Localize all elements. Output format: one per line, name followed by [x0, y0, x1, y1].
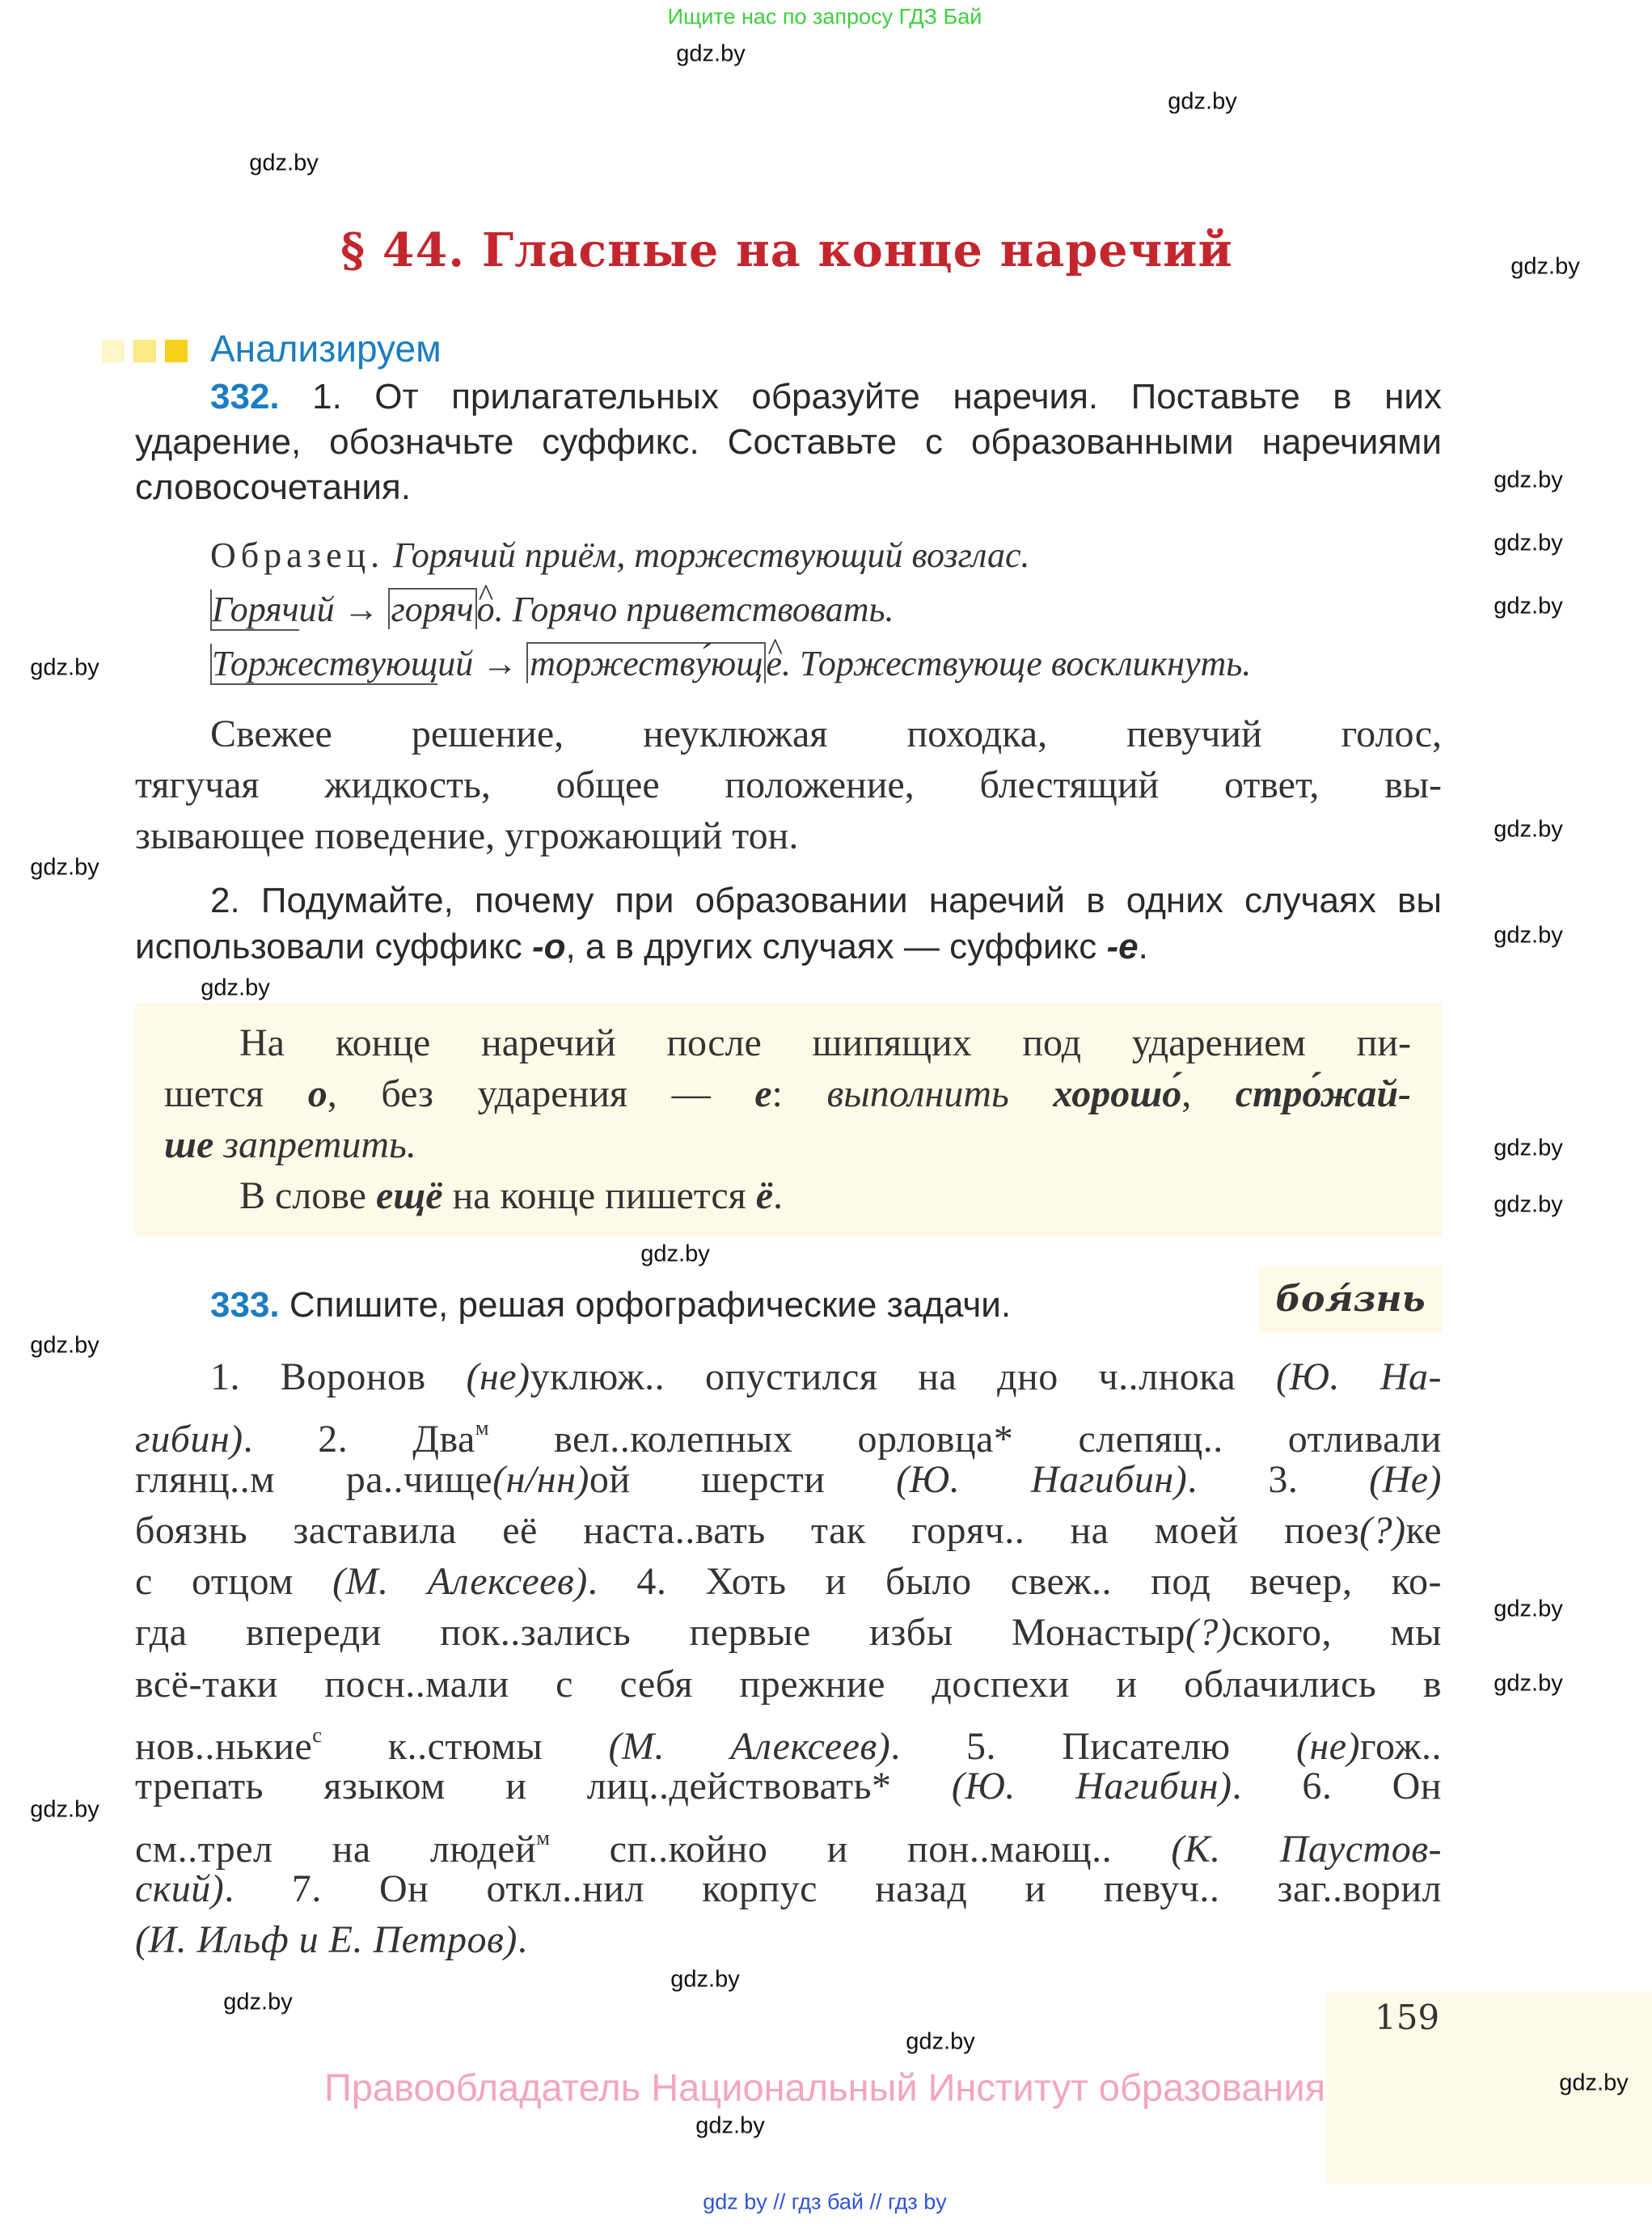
watermark: gdz.by	[30, 654, 99, 681]
watermark: gdz.by	[1494, 922, 1563, 949]
watermark: gdz.by	[1494, 1670, 1563, 1697]
text-segment: о	[307, 1072, 327, 1115]
text-line	[164, 1170, 1411, 1221]
text-segment: . 5. Писателю	[890, 1725, 1296, 1769]
watermark: gdz.by	[30, 1332, 99, 1359]
text-segment: ше	[164, 1123, 214, 1166]
text-segment: , без ударения —	[327, 1072, 755, 1115]
section-heading: Анализируем	[210, 328, 442, 370]
watermark: gdz.by	[1559, 2070, 1629, 2096]
text-segment: (М. Алексеев)	[608, 1725, 891, 1769]
text-segment: зывающее поведение, угрожающий тон.	[135, 814, 799, 857]
text-line	[135, 1659, 1442, 1710]
text-line	[164, 1119, 1411, 1170]
text-segment: (К. Паустов-	[1171, 1827, 1443, 1871]
text-line	[135, 810, 1442, 861]
text-segment: В слове	[239, 1174, 376, 1217]
text-segment: горяч	[388, 588, 477, 629]
text-segment: (Ю. На-	[1276, 1355, 1442, 1398]
text-segment: ударение, обозначьте суффикс. Составьте с образованными наречиями	[135, 422, 1442, 462]
text-segment: ^ е	[766, 644, 782, 683]
watermark: gdz.by	[223, 1989, 293, 2015]
text-segment: ского, мы	[1232, 1611, 1442, 1655]
decor-square	[133, 340, 156, 362]
text-line	[135, 1812, 1443, 1871]
watermark: gdz.by	[1494, 593, 1563, 619]
watermark: gdz.by	[695, 2112, 765, 2139]
text-segment: торжеству́ющ	[526, 642, 766, 683]
text-segment: ке	[1405, 1508, 1442, 1552]
text-segment: (Не)	[1369, 1457, 1443, 1501]
text-segment: хорошо́	[1053, 1072, 1182, 1115]
text-segment: стро́жай-	[1235, 1072, 1411, 1115]
watermark: gdz.by	[1494, 1596, 1563, 1622]
decor-square	[165, 340, 188, 362]
text-segment: Образец.	[210, 535, 385, 575]
watermark: gdz.by	[249, 150, 319, 176]
watermark: gdz.by	[676, 40, 746, 67]
exercise-number: 333.	[210, 1285, 280, 1325]
text-segment: Свежее решение, неуклюжая походка, певучий голос,	[210, 712, 1442, 755]
text-segment: -о	[531, 927, 566, 966]
decor-square	[102, 340, 125, 362]
watermark: gdz.by	[1510, 253, 1580, 280]
text-segment: . Горячо приветствовать.	[494, 590, 894, 629]
text-segment: (Ю. Нагибин)	[951, 1765, 1232, 1808]
text-segment: гда впереди пок..зались первые избы Монастыр	[135, 1611, 1185, 1655]
text-segment: . Торжествующе воскликнуть.	[781, 644, 1252, 683]
text-segment: . 3.	[1187, 1457, 1370, 1501]
exercise-332-task1	[135, 374, 1442, 510]
text-segment: на конце пишется	[442, 1174, 756, 1217]
text-segment: уклюж.. опустился на дно ч..лнока	[530, 1355, 1276, 1398]
text-line	[135, 1914, 1442, 1965]
text-segment: .	[1138, 927, 1148, 966]
text-line	[135, 1761, 1442, 1812]
text-segment: , а в других случаях — суффикс	[565, 927, 1107, 966]
watermark: gdz.by	[30, 854, 99, 881]
exercise-instruction: Спишите, решая орфографические задачи.	[279, 1285, 1012, 1325]
text-segment: (И. Ильф и Е. Петров)	[135, 1918, 518, 1962]
text-segment: (не)	[1295, 1725, 1361, 1769]
text-segment: (М. Алексеев)	[332, 1560, 588, 1604]
exercise-333-task	[210, 1285, 1221, 1326]
text-segment: ^ о	[477, 590, 495, 629]
page-number: 159	[1375, 1998, 1440, 2037]
text-segment: (не)	[466, 1355, 530, 1398]
text-line	[135, 759, 1442, 810]
watermark: gdz.by	[1494, 530, 1563, 556]
text-line	[135, 420, 1442, 465]
text-segment: 1. Воронов	[210, 1355, 467, 1398]
rights-holder: Правообладатель Национальный Институт образования	[323, 2065, 1326, 2109]
text-segment: Горячий приём, торжествующий возглас.	[384, 535, 1030, 575]
text-segment: . 4. Хоть и было свеж.. под вечер, ко-	[587, 1560, 1443, 1604]
text-segment: с	[312, 1723, 323, 1748]
watermark: gdz.by	[201, 975, 270, 1001]
exercise-332-task2	[135, 877, 1442, 970]
watermark: gdz.by	[1494, 467, 1563, 493]
text-line	[135, 1863, 1442, 1914]
text-segment: 2. Подумайте, почему при образовании наречий в одних случаях вы	[210, 881, 1442, 920]
search-hint: Ищите нас по запросу ГДЗ Бай	[667, 4, 982, 29]
text-segment: ий →	[437, 644, 527, 683]
bottom-links[interactable]: gdz by // гдз бай // гдз by	[703, 2189, 947, 2214]
text-segment: м	[536, 1824, 551, 1850]
text-line	[135, 1556, 1442, 1607]
watermark: gdz.by	[30, 1796, 99, 1823]
text-segment: словосочетания.	[135, 467, 411, 507]
text-segment: . 7. Он откл..нил корпус назад и певуч.. заг..ворил	[224, 1867, 1442, 1910]
text-segment: выполнить	[826, 1072, 1054, 1115]
text-segment: к..стюмы	[322, 1725, 609, 1769]
vocabulary-word: боя́знь	[1259, 1266, 1442, 1333]
text-segment: На конце наречий после шипящих под ударением пи-	[239, 1021, 1411, 1064]
text-line	[135, 465, 1442, 510]
text-line	[135, 1505, 1442, 1556]
exercise-332-sample	[210, 528, 1442, 691]
text-segment: ,	[1181, 1072, 1236, 1115]
text-line	[135, 1402, 1442, 1461]
text-segment: . 2. Два	[243, 1418, 475, 1461]
text-segment: боязнь заставила её наста..вать так горяч.. на моей поез	[135, 1508, 1360, 1552]
text-line	[135, 1454, 1442, 1505]
text-segment: с отцом	[135, 1560, 333, 1604]
text-line	[210, 636, 1442, 691]
text-segment: :	[771, 1072, 827, 1115]
text-segment: использовали суффикс	[135, 927, 532, 966]
text-segment: ский)	[135, 1867, 225, 1910]
text-segment: гибин)	[135, 1418, 243, 1461]
text-segment: шется	[164, 1072, 308, 1115]
text-line	[135, 1710, 1443, 1769]
text-segment: гож..	[1360, 1725, 1443, 1769]
watermark: gdz.by	[906, 2028, 975, 2055]
exercise-333-text	[135, 1351, 1442, 1966]
text-line	[210, 528, 1442, 582]
text-line	[135, 1607, 1442, 1658]
text-segment: всё-таки посн..мали с себя прежние доспехи и облачились в	[135, 1662, 1442, 1706]
text-segment: запретить.	[213, 1123, 416, 1166]
text-segment: вел..колепных орловца* слепящ.. отливали	[489, 1418, 1442, 1461]
exercise-number: 332.	[210, 377, 280, 416]
text-segment: е	[754, 1072, 772, 1115]
text-line	[164, 1017, 1411, 1068]
watermark: gdz.by	[1494, 816, 1563, 843]
text-segment: (н/нн)	[492, 1457, 589, 1501]
text-segment: глянц..м ра..чище	[135, 1457, 493, 1501]
text-segment: .	[517, 1918, 528, 1962]
exercise-332-phrases	[135, 708, 1442, 861]
watermark: gdz.by	[640, 1241, 710, 1267]
text-segment: Торжествующ	[212, 644, 438, 683]
text-segment: см..трел на людей	[135, 1827, 537, 1871]
text-line	[135, 374, 1442, 420]
text-segment: трепать языком и лиц..действовать*	[135, 1765, 952, 1808]
text-line	[135, 708, 1442, 759]
text-segment: . 6. Он	[1232, 1765, 1442, 1808]
text-segment: ий →	[298, 590, 388, 629]
text-segment: м	[475, 1415, 490, 1440]
text-segment: сп..койно и пон..мающ..	[550, 1827, 1172, 1871]
text-segment: (?)	[1185, 1611, 1232, 1655]
text-segment: нов..нькие	[135, 1725, 313, 1769]
rule-text	[164, 1017, 1411, 1221]
text-line	[135, 877, 1442, 924]
watermark: gdz.by	[1494, 1135, 1563, 1161]
text-segment: .	[773, 1174, 784, 1217]
text-line	[135, 1351, 1442, 1402]
text-segment: (Ю. Нагибин)	[896, 1457, 1188, 1501]
text-segment: ещё	[375, 1174, 443, 1217]
text-line	[164, 1068, 1411, 1119]
text-line	[135, 924, 1442, 970]
text-segment: ё	[755, 1174, 774, 1217]
watermark: gdz.by	[670, 1966, 740, 1993]
text-segment: -е	[1106, 927, 1139, 966]
watermark: gdz.by	[1494, 1191, 1563, 1218]
text-segment: 1. От прилагательных образуйте наречия. Поставьте в них	[279, 377, 1442, 416]
text-line	[210, 582, 1442, 636]
watermark: gdz.by	[1168, 88, 1237, 115]
page-title: § 44. Гласные на конце наречий	[340, 223, 1233, 277]
text-segment: ой шерсти	[589, 1457, 897, 1501]
text-segment: тягучая жидкость, общее положение, блестящий ответ, вы-	[135, 763, 1442, 806]
text-segment: Горяч	[212, 590, 299, 629]
text-segment: (?)	[1359, 1508, 1406, 1552]
